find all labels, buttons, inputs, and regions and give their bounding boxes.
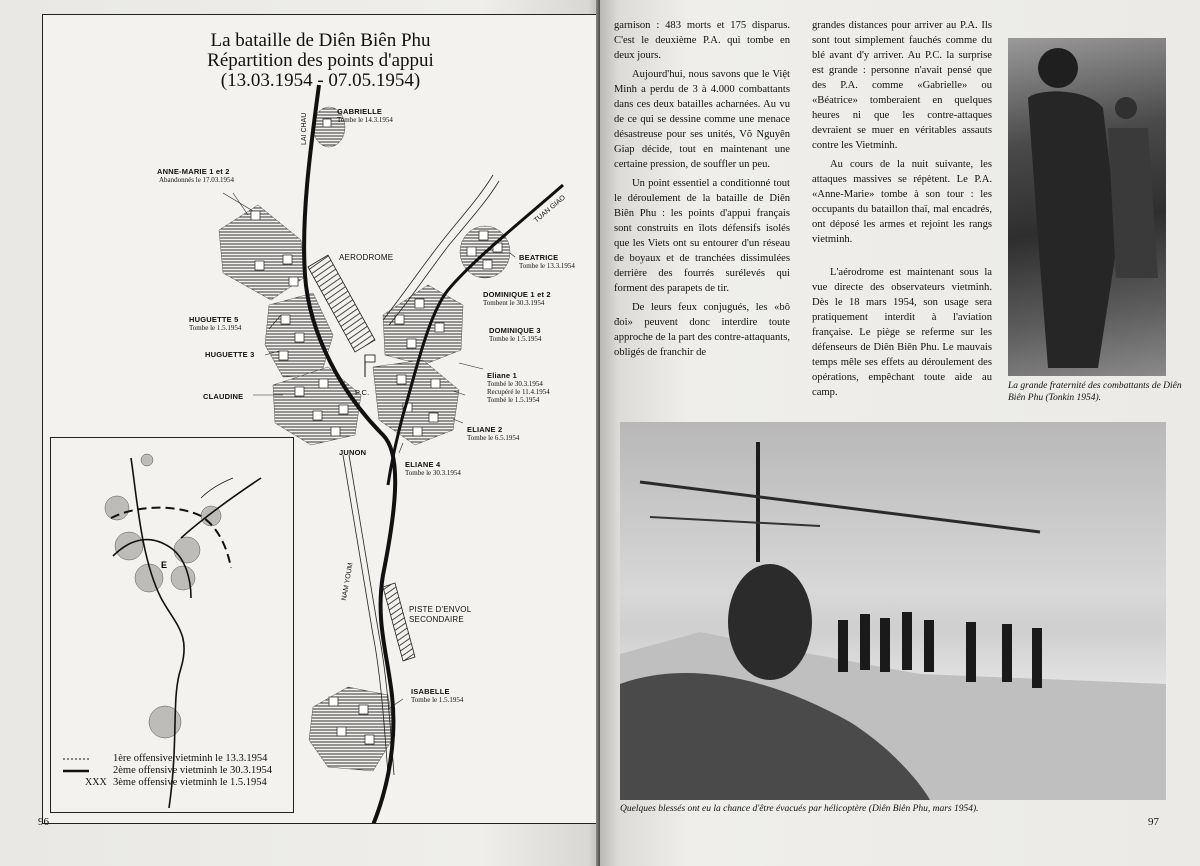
text-column-1 [614, 18, 790, 360]
strongpoint-dominique-area [383, 285, 463, 365]
pc-label: P.C. [355, 388, 370, 397]
col1-paragraph-4: De leurs feux conjugués, les «bô đoi» peuvent donc interdire toute approche de la part des contre-attaquants, obligés de franchir de [614, 302, 790, 358]
map-title-line1: La bataille de Diên Biên Phu [210, 30, 431, 51]
label-anne-marie: ANNE-MARIE 1 et 2 [157, 167, 230, 176]
inset-map [50, 437, 294, 813]
legend-symbols [61, 755, 91, 795]
photo-helicopter-shapes [620, 422, 1166, 800]
label-huguette-3: HUGUETTE 3 [205, 350, 255, 359]
legend-2nd-offensive: 2ème offensive vietminh le 30.3.1954 [113, 765, 273, 776]
photo-soldiers [1008, 38, 1166, 376]
legend-3rd-offensive: 3ème offensive vietminh le 1.5.1954 [113, 777, 267, 788]
label-claudine: CLAUDINE [203, 392, 244, 401]
photo-helicopter [620, 422, 1166, 800]
col1-paragraph-1: garnison : 483 morts et 175 disparus. C'est le deuxième P.A. qui tombe en deux jours. [614, 20, 790, 61]
date-gabrielle: Tombe le 14.3.1954 [337, 116, 393, 124]
col2-paragraph-2: Au cours de la nuit suivante, les attaques massives se répètent. Le P.A. «Anne-Marie» tombe à son tour : les occupants du bataillon thaï, mal encadrés, ont déposé les armes et rejoint les rangs vietminh. [812, 159, 992, 245]
map-title-line2: Répartition des points d'appui [207, 50, 434, 71]
label-eliane-4: ELIANE 4 [405, 460, 441, 469]
strongpoint-anne-marie-area [219, 205, 305, 300]
page-number-left: 96 [38, 816, 49, 828]
strongpoint-huguette-area [265, 293, 333, 377]
road-label-tuan-giao: TUAN GIAO [533, 194, 568, 225]
date-eliane-1-a: Tombé le 30.3.1954 [487, 380, 543, 388]
strongpoint-isabelle-area [309, 687, 395, 771]
photo-soldiers-shapes [1008, 38, 1166, 376]
label-dominique-1-2: DOMINIQUE 1 et 2 [483, 290, 551, 299]
label-junon: JUNON [339, 448, 367, 457]
date-eliane-1-c: Tombé le 1.5.1954 [487, 396, 540, 404]
date-huguette-5: Tombe le 1.5.1954 [189, 324, 242, 332]
river-label-nam-youm: NAM YOUM [341, 562, 355, 602]
inset-label-e: E [161, 560, 168, 570]
date-anne-marie: Abandonnés le 17.03.1954 [159, 176, 235, 184]
label-dominique-3: DOMINIQUE 3 [489, 326, 541, 335]
date-isabelle: Tombe le 1.5.1954 [411, 696, 464, 704]
text-column-2 [812, 18, 992, 400]
label-huguette-5: HUGUETTE 5 [189, 315, 239, 324]
col1-paragraph-2: Aujourd'hui, nous savons que le Việt Minh a perdu de 3 à 4.000 combattants dans ces deux batailles acharnées. Au vu de ce qui se dessine comme une menace désastreuse pour ses unités, Võ Nguyên Giap décide, tout en maintenant une certaine pression, de souffler un peu. [614, 69, 790, 170]
col1-paragraph-3: Un point essentiel a conditionné tout le déroulement de la bataille de Diên Biên Phu : les points d'appui français sont construits en îlots défensifs isolés que les Viets ont su entourer d'un réseau de boyaux et de tranchées dissimulées derrière des fourrés surélevés qui forment des parapets de tir. [614, 178, 790, 294]
date-dominique-3: Tombe le 1.5.1954 [489, 335, 542, 343]
date-eliane-1-b: Recupéré le 11.4.1954 [487, 388, 550, 396]
caption-soldiers: La grande fraternité des combattants de Diên Biên Phu (Tonkin 1954). [1008, 381, 1182, 403]
label-eliane-1: Eliane 1 [487, 371, 517, 380]
date-eliane-4: Tombe le 30.3.1954 [405, 469, 461, 477]
pc-flag-icon [365, 355, 375, 377]
label-isabelle: ISABELLE [411, 687, 450, 696]
road-label-lai-chau: LAI CHAU [301, 112, 308, 145]
page-number-right: 97 [1148, 816, 1159, 828]
aerodrome-label: AERODROME [339, 253, 394, 262]
label-gabrielle: GABRIELLE [337, 107, 383, 116]
date-dominique-1-2: Tombent le 30.3.1954 [483, 299, 545, 307]
strongpoint-claudine-area [273, 367, 361, 445]
caption-helicopter: Quelques blessés ont eu la chance d'être évacués par hélicoptère (Diên Biên Phu, mars 1954). [620, 804, 979, 814]
piste-label: PISTE D'ENVOL [409, 605, 472, 614]
label-beatrice: BEATRICE [519, 253, 559, 262]
legend-3rd-mark: XXX [85, 777, 107, 788]
right-page [600, 0, 1200, 866]
piste-label-2: SECONDAIRE [409, 615, 464, 624]
legend-1st-offensive: 1ère offensive vietminh le 13.3.1954 [113, 753, 268, 764]
col2-paragraph-3: L'aérodrome est maintenant sous la vue directe des observateurs vietminh. Dès le 18 mars 1954, son usage sera pratiquement interdit à l'aviation française. Le piège se referme sur les défenseurs de Diên Biên Phu. Le mauvais temps mêle ses effets au déroulement des opérations, empêchant toute aide au camp. [812, 267, 992, 398]
map-title-line3: (13.03.1954 - 07.05.1954) [220, 70, 421, 91]
date-beatrice: Tombe le 13.3.1954 [519, 262, 575, 270]
col2-paragraph-1: grandes distances pour arriver au P.A. Ils sont tout simplement fauchés comme du blé avant d'y arriver. Au P.C. la surprise est grande : personne n'avait pensé que des P.A. comme «Gabrielle» ou «Béatrice» tomberaient en quelques heures ni que les contre-attaques devraient se muer en véritables assauts contre les Vietminh. [812, 20, 992, 151]
label-eliane-2: ELIANE 2 [467, 425, 503, 434]
date-eliane-2: Tombe le 6.5.1954 [467, 434, 520, 442]
